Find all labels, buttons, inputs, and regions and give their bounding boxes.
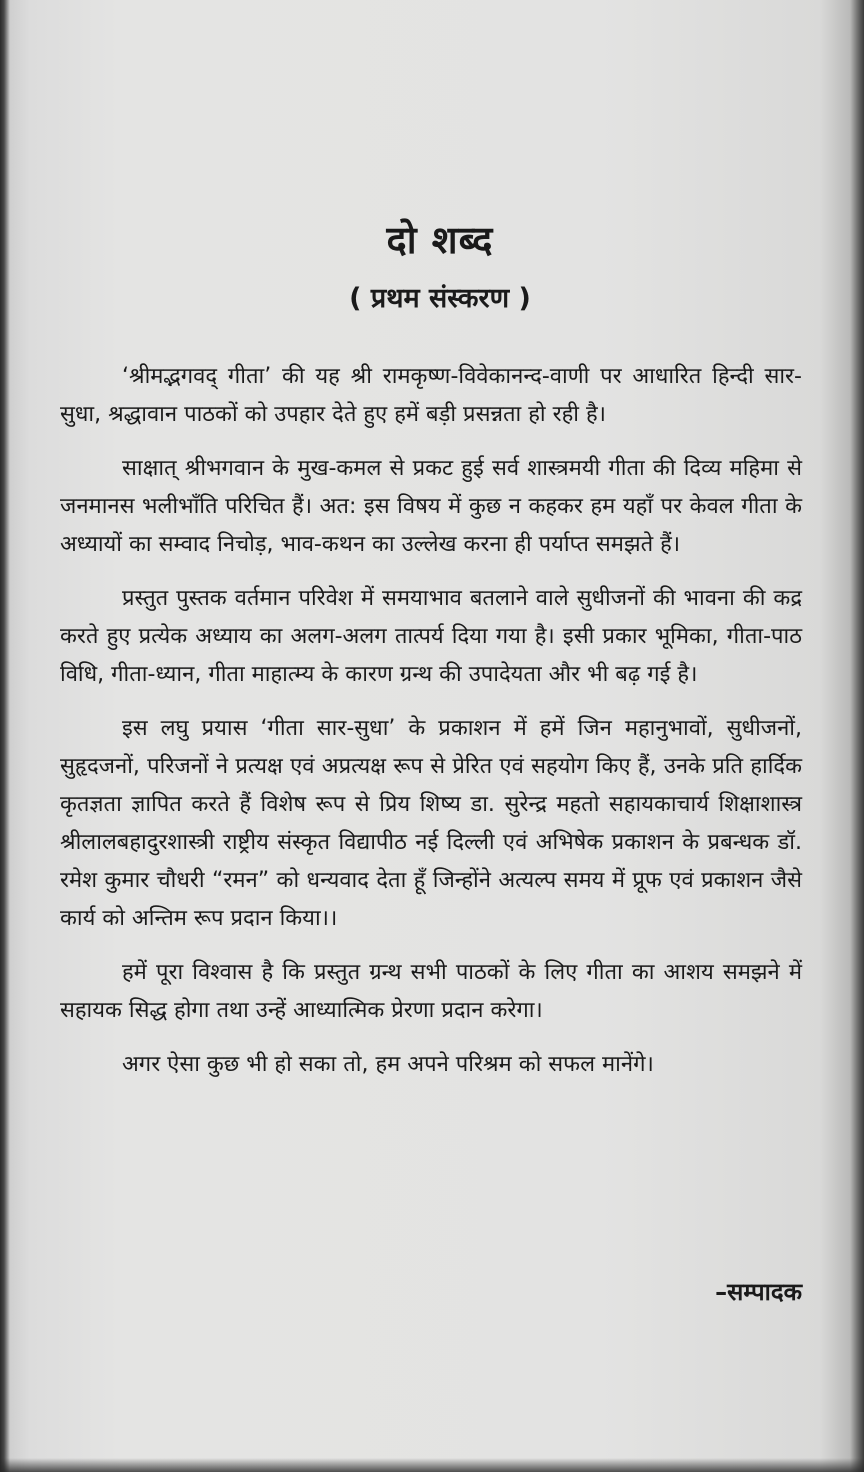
paragraph: अगर ऐसा कुछ भी हो सका तो, हम अपने परिश्रम को सफल मानेंगे। <box>122 1052 654 1077</box>
paragraph: ‘श्रीमद्भगवद् गीता’ की यह श्री रामकृष्ण-विवेकानन्द-वाणी पर आधारित हिन्दी सार-सुधा, श्रद्धावान पाठकों को उपहार देते हुए हमें बड़ी प्रसन्नता हो रही है। <box>60 364 802 427</box>
paragraph: हमें पूरा विश्वास है कि प्रस्तुत ग्रन्थ सभी पाठकों के लिए गीता का आशय समझने में सहायक सिद्ध होगा तथा उन्हें आध्यात्मिक प्रेरणा प्रदान करेगा। <box>60 960 802 1023</box>
paragraph: साक्षात् श्रीभगवान के मुख-कमल से प्रकट हुई सर्व शास्त्रमयी गीता की दिव्य महिमा से जनमानस भलीभाँति परिचित हैं। अत: इस विषय में कुछ न कहकर हम यहाँ पर केवल गीता के अध्यायों का सम्वाद निचोड़, भाव-कथन का उल्लेख करना ही पर्याप्त समझते हैं। <box>60 456 802 557</box>
paragraph: प्रस्तुत पुस्तक वर्तमान परिवेश में समयाभाव बतलाने वाले सुधीजनों की भावना की कद्र करते हुए प्रत्येक अध्याय का अलग-अलग तात्पर्य दिया गया है। इसी प्रकार भूमिका, गीता-पाठ विधि, गीता-ध्यान, गीता माहात्म्य के कारण ग्रन्थ की उपादेयता और भी बढ़ गई है। <box>60 586 802 687</box>
page-body <box>60 358 802 1100</box>
page-title: दो शब्द <box>386 218 494 262</box>
signature: –सम्पादक <box>715 1278 802 1306</box>
paragraph: इस लघु प्रयास ‘गीता सार-सुधा’ के प्रकाशन में हमें जिन महानुभावों, सुधीजनों, सुहृदजनों, परिजनों ने प्रत्यक्ष एवं अप्रत्यक्ष रूप से प्रेरित एवं सहयोग किए हैं, उनके प्रति हार्दिक कृतज्ञता ज्ञापित करते हैं विशेष रूप से प्रिय शिष्य डा. सुरेन्द्र महतो सहायकाचार्य शिक्षाशास्त्र श्रीलालबहादुरशास्त्री राष्ट्रीय संस्कृत विद्यापीठ नई दिल्ली एवं अभिषेक प्रकाशन के प्रबन्धक डॉ. रमेश कुमार चौधरी “रमन” को धन्यवाद देता हूँ जिन्होंने अत्यल्प समय में प्रूफ एवं प्रकाशन जैसे कार्य को अन्तिम रूप प्रदान किया।। <box>60 716 802 931</box>
book-page <box>60 0 820 1472</box>
page-subtitle: ( प्रथम संस्करण ) <box>349 283 531 314</box>
